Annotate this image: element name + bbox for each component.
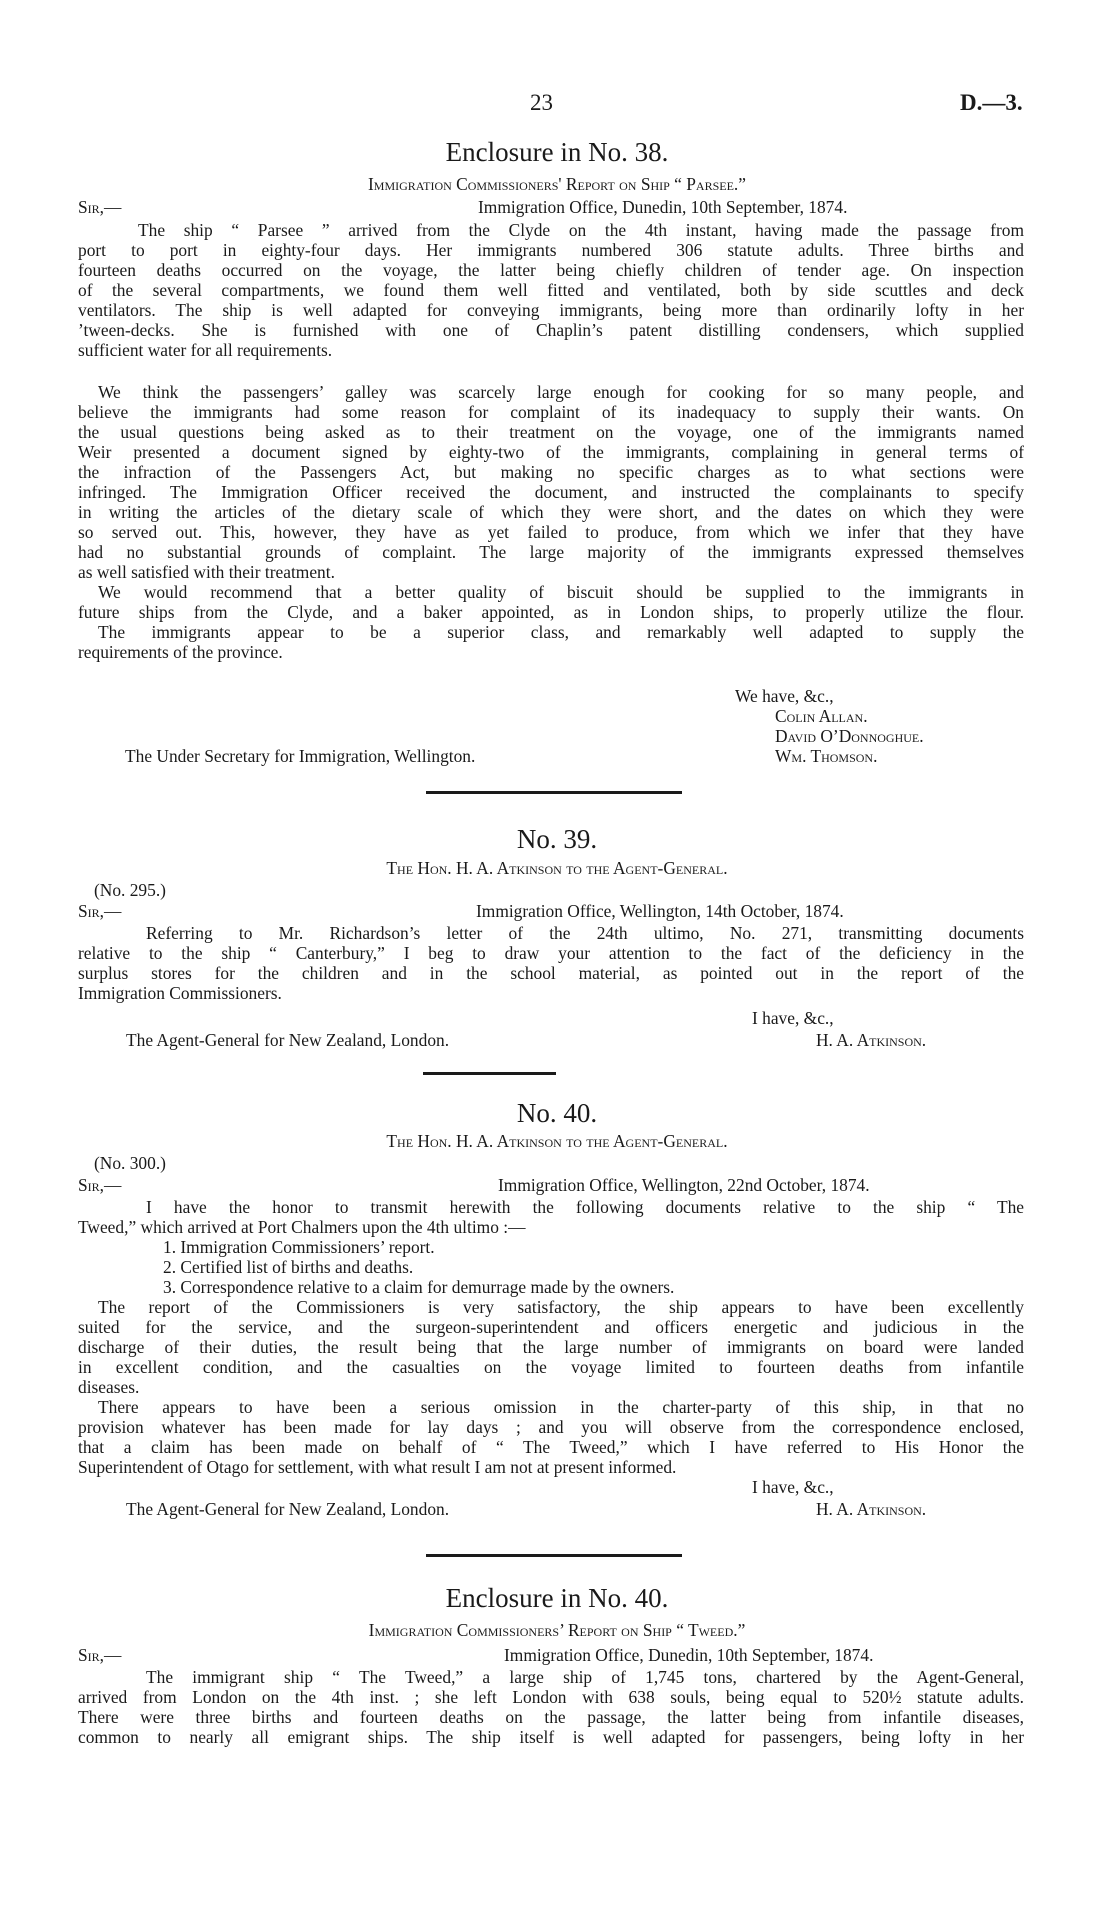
no-39-dateline: Immigration Office, Wellington, 14th October, 1874. (476, 902, 844, 921)
list-item: 1. Immigration Commissioners’ report. (163, 1238, 435, 1257)
body-line: We think the passengers’ galley was scarcely large enough for cooking for so many people, and (98, 383, 1024, 402)
page-number: 23 (530, 91, 553, 115)
no-40-dateline: Immigration Office, Wellington, 22nd October, 1874. (498, 1176, 870, 1195)
body-line: fourteen deaths occurred on the voyage, the latter being chiefly children of tender age. On inspection (78, 261, 1024, 280)
enclosure-40-dateline: Immigration Office, Dunedin, 10th September, 1874. (504, 1646, 874, 1665)
no-40-salutation: Sir,— (78, 1176, 122, 1195)
body-line: the infraction of the Passengers Act, but making no specific charges as to what sections were (78, 463, 1024, 482)
no-39-closing: I have, &c., (752, 1009, 834, 1028)
enclosure-38-subtitle: Immigration Commissioners' Report on Ship “ Parsee.” (368, 175, 746, 194)
body-line: so served out. This, however, they have as yet failed to produce, from which we infer that they have (78, 523, 1024, 542)
signatory: Colin Allan. (775, 707, 868, 726)
enclosure-40-subtitle: Immigration Commissioners’ Report on Ship “ Tweed.” (368, 1621, 746, 1640)
body-line: requirements of the province. (78, 643, 283, 662)
body-line: in excellent condition, and the casualties on the voyage limited to fourteen deaths from infantile (78, 1358, 1024, 1377)
body-line: infringed. The Immigration Officer received the document, and instructed the complainants to specify (78, 483, 1024, 502)
body-line: Tweed,” which arrived at Port Chalmers upon the 4th ultimo :— (78, 1218, 526, 1237)
body-line: that a claim has been made on behalf of “ The Tweed,” which I have referred to His Honor the (78, 1438, 1024, 1457)
enclosure-40-salutation: Sir,— (78, 1646, 122, 1665)
body-line: Referring to Mr. Richardson’s letter of the 24th ultimo, No. 271, transmitting documents (146, 924, 1024, 943)
list-item: 3. Correspondence relative to a claim for demurrage made by the owners. (163, 1278, 675, 1297)
no-40-addressee: The Agent-General for New Zealand, London. (126, 1500, 450, 1519)
enclosure-38-closing: We have, &c., (735, 687, 834, 706)
body-line: port to port in eighty-four days. Her immigrants numbered 306 statute adults. Three births and (78, 241, 1024, 260)
no-39-addressee: The Agent-General for New Zealand, London. (126, 1031, 450, 1050)
body-line: ventilators. The ship is well adapted for conveying immigrants, being more than ordinarily lofty in her (78, 301, 1024, 320)
body-line: Immigration Commissioners. (78, 984, 282, 1003)
body-line: The ship “ Parsee ” arrived from the Clyde on the 4th instant, having made the passage from (138, 221, 1024, 240)
body-line: The immigrant ship “ The Tweed,” a large ship of 1,745 tons, chartered by the Agent-General, (146, 1668, 1024, 1687)
body-line: The immigrants appear to be a superior class, and remarkably well adapted to supply the (98, 623, 1024, 642)
no-39-signature: H. A. Atkinson. (816, 1031, 927, 1050)
body-line: discharge of their duties, the result being that the large number of immigrants on board were landed (78, 1338, 1024, 1357)
body-line: of the several compartments, we found them well fitted and ventilated, both by side scuttles and deck (78, 281, 1024, 300)
body-line: surplus stores for the children and in the school material, as pointed out in the report of the (78, 964, 1024, 983)
body-line: There were three births and fourteen deaths on the passage, the latter being from infantile diseases, (78, 1708, 1024, 1727)
enclosure-38-heading: Enclosure in No. 38. (445, 137, 669, 167)
body-line: suited for the service, and the surgeon-superintendent and officers energetic and judicious in the (78, 1318, 1024, 1337)
enclosure-38-salutation: Sir,— (78, 198, 122, 217)
no-39-reference: (No. 295.) (94, 881, 166, 900)
body-line: had no substantial grounds of complaint. The large majority of the immigrants expressed themselves (78, 543, 1024, 562)
body-line: diseases. (78, 1378, 140, 1397)
no-40-subtitle: The Hon. H. A. Atkinson to the Agent-General. (386, 1132, 728, 1151)
no-39-heading: No. 39. (516, 824, 598, 854)
no-40-heading: No. 40. (516, 1098, 598, 1128)
body-line: I have the honor to transmit herewith the following documents relative to the ship “ The (146, 1198, 1024, 1217)
no-40-signature: H. A. Atkinson. (816, 1500, 927, 1519)
section-divider (423, 1072, 556, 1075)
body-line: ’tween-decks. She is furnished with one of Chaplin’s patent distilling condensers, which supplied (78, 321, 1024, 340)
body-line: common to nearly all emigrant ships. The ship itself is well adapted for passengers, being lofty in her (78, 1728, 1024, 1747)
section-divider (426, 791, 682, 794)
body-line: sufficient water for all requirements. (78, 341, 333, 360)
enclosure-40-heading: Enclosure in No. 40. (445, 1583, 669, 1613)
body-line: arrived from London on the 4th inst. ; she left London with 638 souls, being equal to 520½ statute adults. (78, 1688, 1024, 1707)
body-line: believe the immigrants had some reason for complaint of its inadequacy to supply their wants. On (78, 403, 1024, 422)
document-reference: D.—3. (960, 91, 1023, 115)
signatory: Wm. Thomson. (775, 747, 878, 766)
enclosure-38-dateline: Immigration Office, Dunedin, 10th September, 1874. (478, 198, 848, 217)
body-line: the usual questions being asked as to their treatment on the voyage, one of the immigrants named (78, 423, 1024, 442)
list-item: 2. Certified list of births and deaths. (163, 1258, 414, 1277)
body-line: future ships from the Clyde, and a baker appointed, as in London ships, to properly utilize the flour. (78, 603, 1024, 622)
body-line: There appears to have been a serious omission in the charter-party of this ship, in that no (98, 1398, 1024, 1417)
body-line: in writing the articles of the dietary scale of which they were short, and the dates on which they were (78, 503, 1024, 522)
body-line: as well satisfied with their treatment. (78, 563, 335, 582)
signatory: David O’Donnoghue. (775, 727, 924, 746)
body-line: The report of the Commissioners is very satisfactory, the ship appears to have been excellently (98, 1298, 1024, 1317)
body-line: provision whatever has been made for lay days ; and you will observe from the correspondence enclosed, (78, 1418, 1024, 1437)
body-line: Superintendent of Otago for settlement, with what result I am not at present informed. (78, 1458, 677, 1477)
no-39-salutation: Sir,— (78, 902, 122, 921)
body-line: We would recommend that a better quality of biscuit should be supplied to the immigrants in (98, 583, 1024, 602)
section-divider (426, 1554, 682, 1557)
no-40-reference: (No. 300.) (94, 1154, 166, 1173)
no-40-closing: I have, &c., (752, 1478, 834, 1497)
enclosure-38-addressee: The Under Secretary for Immigration, Wellington. (125, 747, 476, 766)
no-39-subtitle: The Hon. H. A. Atkinson to the Agent-General. (386, 859, 728, 878)
body-line: relative to the ship “ Canterbury,” I beg to draw your attention to the fact of the deficiency in the (78, 944, 1024, 963)
body-line: Weir presented a document signed by eighty-two of the immigrants, complaining in general terms of (78, 443, 1024, 462)
